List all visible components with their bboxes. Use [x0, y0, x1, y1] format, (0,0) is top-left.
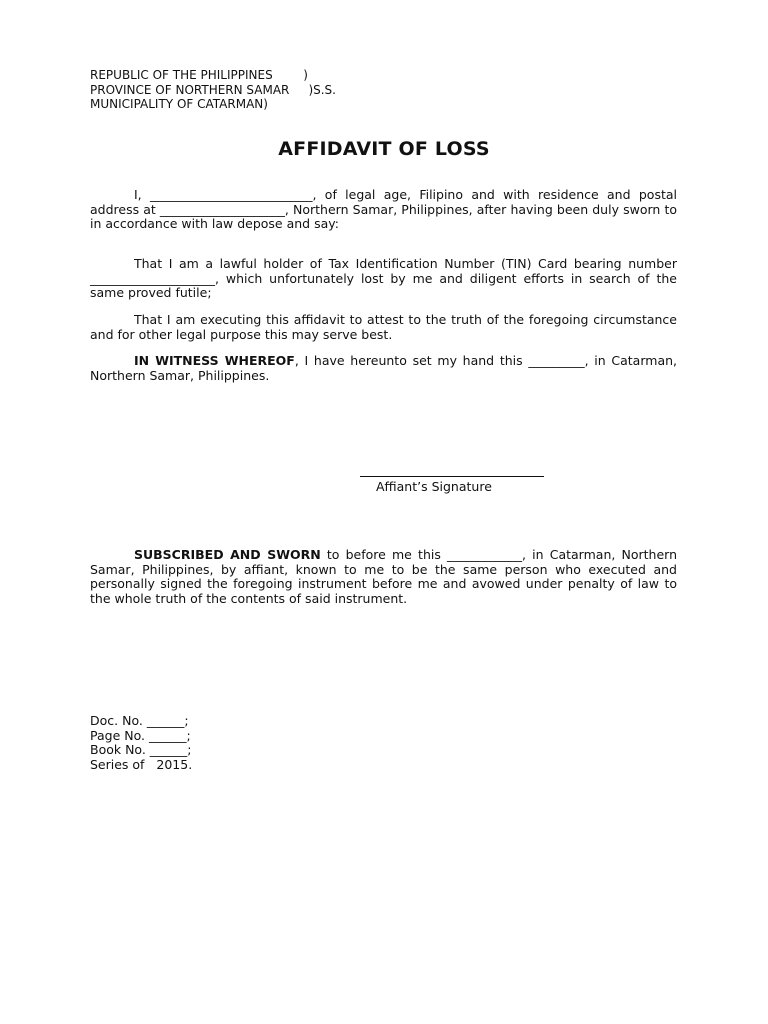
- doc-number: Doc. No. ______;: [90, 713, 189, 728]
- signature-label: Affiant’s Signature: [376, 479, 492, 494]
- purpose-paragraph: That I am executing this affidavit to attest to the truth of the foregoing circumstance and for other legal purpose this may serve best.: [90, 312, 677, 342]
- jurat-text: to before me this ____________, in Catarman, Northern Samar, Philippines, by affiant, known to me to be the same person who executed and personally signed the foregoing instrument before me and avowed under penalty of law to the whole truth of the contents of said instrument.: [90, 547, 678, 606]
- witness-paragraph: [90, 354, 677, 383]
- book-number: Book No. ______;: [90, 742, 192, 757]
- witness-text: , I have hereunto set my hand this _________, in Catarman, Northern Samar, Philippines.: [90, 353, 677, 383]
- series-year: Series of 2015.: [90, 756, 193, 772]
- venue-municipality: MUNICIPALITY OF CATARMAN): [90, 97, 268, 111]
- notarial-register-block: [90, 714, 192, 772]
- venue-republic: REPUBLIC OF THE PHILIPPINES ): [90, 68, 308, 82]
- page-number: Page No. ______;: [90, 727, 191, 743]
- signature-line: [360, 476, 544, 477]
- venue-block: [90, 68, 336, 112]
- jurat-paragraph: [90, 548, 677, 606]
- tin-statement-paragraph: That I am a lawful holder of Tax Identification Number (TIN) Card bearing number ____________________, which unfortunately lost by me and diligent efforts in search of the same proved futile;: [90, 256, 677, 301]
- affiant-intro-paragraph: I, __________________________, of legal age, Filipino and with residence and postal address at ____________________, Northern Samar, Philippines, after having been duly sworn to in accordance with law depose and say:: [90, 187, 677, 232]
- document-title: AFFIDAVIT OF LOSS: [278, 138, 490, 160]
- jurat-lead: SUBSCRIBED AND SWORN: [134, 547, 321, 562]
- witness-lead: IN WITNESS WHEREOF: [134, 353, 295, 368]
- venue-province: PROVINCE OF NORTHERN SAMAR )S.S.: [90, 82, 336, 97]
